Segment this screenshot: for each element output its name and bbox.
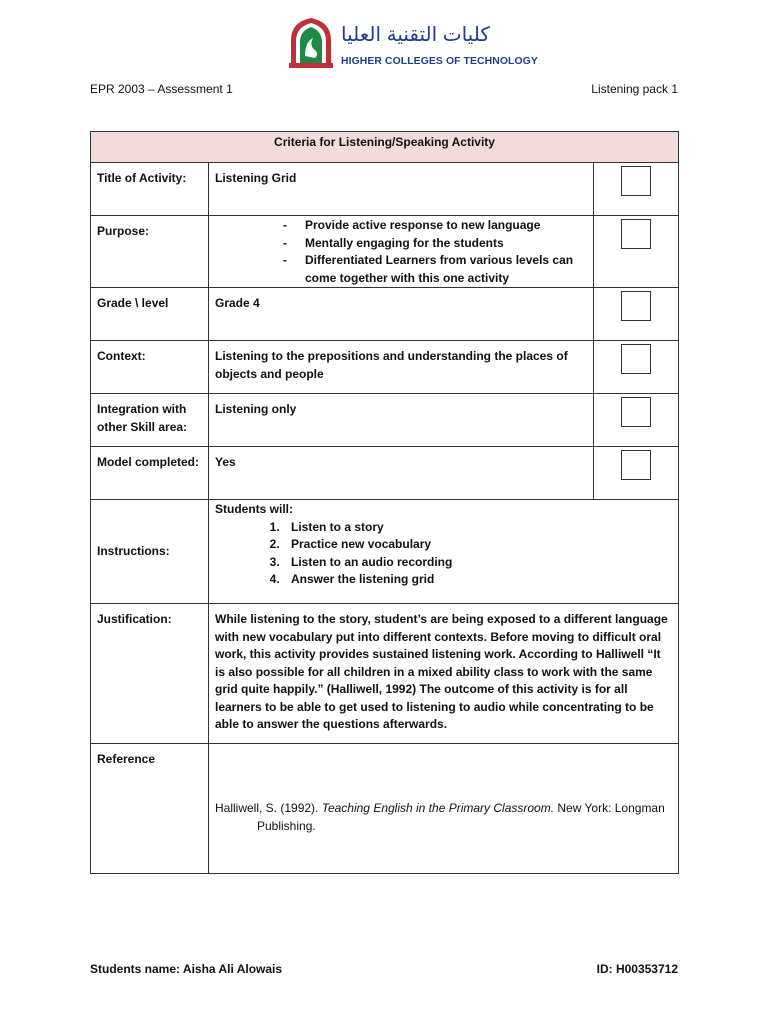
checkbox[interactable] (621, 344, 651, 374)
list-item: 2. Practice new vocabulary (283, 536, 672, 554)
row-label: Justification: (91, 604, 209, 744)
student-name: Students name: Aisha Ali Alowais (90, 962, 283, 976)
checkbox[interactable] (621, 166, 651, 196)
row-value: Grade 4 (209, 288, 594, 341)
checkbox[interactable] (621, 219, 651, 249)
check-cell (594, 394, 679, 447)
reference-book-title: Teaching English in the Primary Classroom. (321, 801, 555, 815)
purpose-list (215, 217, 587, 287)
row-value: Listening to the prepositions and understanding the places of objects and people (209, 341, 594, 394)
logo-english-text: HIGHER COLLEGES OF TECHNOLOGY (341, 56, 538, 67)
list-item: - Differentiated Learners from various levels can come together with this one activity (283, 252, 587, 287)
row-value: Listening Grid (209, 163, 594, 216)
check-cell (594, 341, 679, 394)
instructions-intro: Students will: (215, 502, 293, 516)
table-row-justification (91, 604, 679, 744)
row-value (209, 744, 679, 874)
course-code: EPR 2003 – Assessment 1 (90, 82, 233, 96)
list-item: 1. Listen to a story (283, 519, 672, 537)
checkbox[interactable] (621, 450, 651, 480)
check-cell (594, 216, 679, 288)
list-item: - Provide active response to new language (283, 217, 587, 235)
table-row-context (91, 341, 679, 394)
row-value: Listening only (209, 394, 594, 447)
student-id: ID: H00353712 (596, 962, 678, 976)
row-label: Instructions: (91, 500, 209, 604)
reference-publisher: New York: Longman Publishing. (257, 801, 665, 833)
table-title: Criteria for Listening/Speaking Activity (91, 132, 679, 163)
row-label: Reference (91, 744, 209, 874)
row-label: Title of Activity: (91, 163, 209, 216)
row-value (209, 500, 679, 604)
check-cell (594, 288, 679, 341)
table-row-model (91, 447, 679, 500)
list-item: 4. Answer the listening grid (283, 571, 672, 589)
table-row-integration (91, 394, 679, 447)
table-row-title (91, 163, 679, 216)
table-row-reference (91, 744, 679, 874)
college-logo (289, 16, 538, 70)
row-label: Purpose: (91, 216, 209, 288)
row-label: Context: (91, 341, 209, 394)
reference-author: Halliwell, S. (1992). (215, 801, 322, 815)
table-row-instructions (91, 500, 679, 604)
pack-label: Listening pack 1 (591, 82, 678, 96)
row-value: While listening to the story, student’s are being exposed to a different language with new vocabulary put into different contexts. Before moving to difficult oral work, this activity provides sustained listening work. According to Halliwell “It is also possible for all children in a mixed ability class to work with the same grid quite happily.” (Halliwell, 1992) The outcome of this activity is for all learners to be able to get used to listening to audio while concentrating to be able to answer the questions afterwards. (209, 604, 679, 744)
checkbox[interactable] (621, 291, 651, 321)
list-item: - Mentally engaging for the students (283, 235, 587, 253)
logo-arabic-text: كليات التقنية العليا (341, 24, 490, 46)
row-label: Integration with other Skill area: (91, 394, 209, 447)
table-row-grade (91, 288, 679, 341)
list-item: 3. Listen to an audio recording (283, 554, 672, 572)
check-cell (594, 447, 679, 500)
row-value (209, 216, 594, 288)
instructions-list (215, 519, 672, 589)
checkbox[interactable] (621, 397, 651, 427)
check-cell (594, 163, 679, 216)
criteria-table (90, 131, 679, 874)
table-row-purpose (91, 216, 679, 288)
table-header-row (91, 132, 679, 163)
row-label: Model completed: (91, 447, 209, 500)
arch-emblem-icon (289, 16, 339, 70)
row-label: Grade \ level (91, 288, 209, 341)
reference-citation (215, 800, 672, 835)
row-value: Yes (209, 447, 594, 500)
